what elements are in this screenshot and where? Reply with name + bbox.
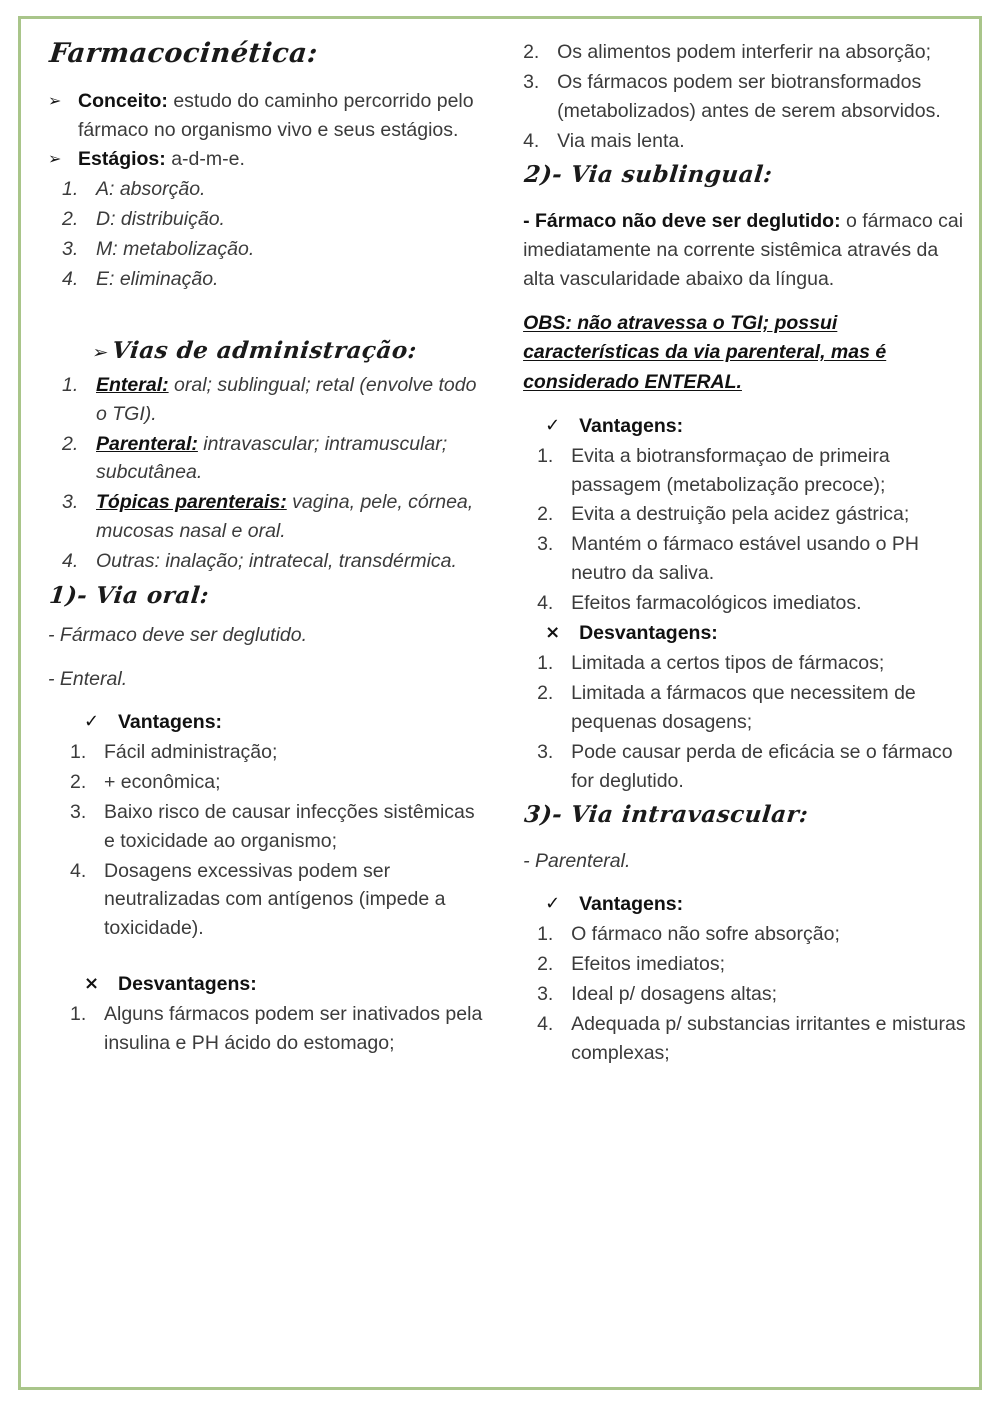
list-number: 2. [62,432,79,455]
list-text: Baixo risco de causar infecções sistêmicas e toxicidade ao organismo; [104,800,475,852]
list-number: 4. [70,859,87,882]
list-number: 2. [537,682,554,705]
right-column [501,38,966,1384]
via-sublingual-note [523,207,966,295]
list-item [62,488,487,546]
list-item [537,649,966,678]
routes-list [62,371,487,576]
list-item [537,679,966,737]
list-item [537,500,966,529]
list-text: Efeitos farmacológicos imediatos. [571,592,862,615]
list-text: Alguns fármacos podem ser inativados pela insulina e PH ácido do estomago; [104,1003,483,1055]
section-heading-label: Vias de administração: [110,337,419,365]
estagios-label: Estágios: [78,148,166,171]
list-item [70,768,487,797]
list-text: Limitada a fármacos que necessitem de pequenas dosagens; [571,682,916,733]
via-sublingual-vantagens-heading [545,412,966,441]
section-heading-via-intravascular: 3)- Via intravascular: [523,801,810,829]
list-text: Adequada p/ substancias irritantes e misturas complexas; [571,1012,966,1064]
list-item-conceito [48,87,487,144]
route-label: Enteral: [96,373,169,396]
stages-list [62,175,487,293]
list-number: 4. [537,592,554,615]
list-text: Evita a destruição pela acidez gástrica; [571,503,910,526]
list-text: O fármaco não sofre absorção; [571,923,840,946]
via-oral-desvantagens-continued [523,38,966,155]
list-number: 4. [62,267,79,290]
check-bullet-icon: ✓ [545,414,561,436]
via-oral-vantagens-list [70,738,487,943]
list-number: 4. [62,550,79,573]
list-text: Pode causar perda de eficácia se o fármaco for deglutido. [571,740,953,792]
list-text: Fácil administração; [104,741,278,764]
via-intravascular-note: - Parenteral. [523,849,631,872]
section-heading-vias-administracao [92,338,490,364]
list-number: 1. [62,373,79,396]
via-sublingual-note-text: o fármaco cai imediatamente na corrente sistêmica através da alta vascularidade abaixo da língua. [523,209,964,291]
via-oral-desvantagens-heading [84,970,487,999]
list-item [537,589,966,618]
list-text: Ideal p/ dosagens altas; [571,983,778,1006]
list-item [70,738,487,767]
list-item [523,127,966,156]
list-item-estagios [48,145,487,174]
via-sublingual-obs: OBS: não atravessa o TGI; possui características da via parenteral, mas é considerado ENTERAL. [523,311,887,393]
page-title: Farmacocinética: [48,38,320,69]
desvantagens-label: Desvantagens: [118,973,257,996]
list-number: 2. [62,207,79,230]
list-number: 1. [62,178,79,201]
cross-bullet-icon: × [84,973,100,995]
list-text: Efeitos imediatos; [571,953,725,976]
list-text: Os fármacos podem ser biotransformados (metabolizados) antes de serem absorvidos. [557,70,941,122]
arrow-bullet-icon: ➢ [48,91,62,111]
list-item [537,442,966,500]
list-number: 2. [537,953,554,976]
route-label: Outras: [96,550,160,573]
list-item [62,547,487,576]
list-number: 3. [537,983,554,1006]
list-item [62,235,487,264]
list-item [523,38,966,67]
list-item [537,530,966,588]
list-text: A: absorção. [96,178,206,201]
list-text: + econômica; [104,770,221,793]
list-number: 3. [537,740,554,763]
vantagens-label: Vantagens: [118,710,223,733]
arrow-bullet-icon: ➢ [48,149,62,169]
via-sublingual-desvantagens-list [537,649,966,795]
check-bullet-icon: ✓ [84,710,100,732]
list-number: 4. [537,1012,554,1035]
estagios-text: a-d-m-e. [165,148,245,171]
list-item [62,430,487,488]
cross-bullet-icon: × [545,621,561,643]
list-number: 2. [523,41,540,63]
list-number: 2. [70,770,87,793]
via-oral-desvantagens-list [70,1000,487,1058]
list-text: Mantém o fármaco estável usando o PH neutro da saliva. [571,533,920,585]
desvantagens-label: Desvantagens: [579,621,718,644]
list-text: Evita a biotransformaçao de primeira passagem (metabolização precoce); [571,444,890,496]
route-label: Tópicas parenterais: [96,491,287,514]
list-text: D: distribuição. [96,207,225,230]
via-sublingual-vantagens-list [537,442,966,618]
list-text: Limitada a certos tipos de fármacos; [571,652,885,675]
list-number: 4. [523,129,540,152]
list-item [62,175,487,204]
list-text: Via mais lenta. [557,129,685,152]
list-item [537,920,966,949]
conceito-label: Conceito: [78,90,168,113]
list-number: 1. [70,1003,87,1026]
via-oral-note-1: - Fármaco deve ser deglutido. [48,624,308,647]
list-item [537,738,966,796]
list-item [62,265,487,294]
list-number: 1. [537,923,554,946]
route-text: oral; sublingual; retal (envolve todo o TGI). [96,373,477,425]
via-intravascular-vantagens-heading [545,890,966,919]
route-text: inalação; intratecal, transdérmica. [159,550,457,573]
list-item [70,1000,487,1058]
list-item [70,857,487,944]
list-number: 3. [70,800,87,823]
section-heading-via-oral: 1)- Via oral: [48,581,211,609]
list-item [62,371,487,429]
route-text: vagina, pele, córnea, mucosas nasal e oral. [96,491,474,543]
list-text: M: metabolização. [96,237,255,260]
route-label: Parenteral: [96,432,198,455]
list-number: 3. [62,491,79,514]
vantagens-label: Vantagens: [579,893,684,916]
list-item [537,980,966,1009]
via-oral-vantagens-heading [84,708,487,737]
via-sublingual-note-label: - Fármaco não deve ser deglutido: [523,209,841,232]
list-number: 1. [537,652,554,675]
conceito-text: estudo do caminho percorrido pelo fármaco no organismo vivo e seus estágios. [78,90,474,141]
list-item [62,205,487,234]
check-bullet-icon: ✓ [545,893,561,915]
list-text: E: eliminação. [96,267,219,290]
list-number: 1. [70,741,87,764]
list-number: 3. [62,237,79,260]
list-number: 3. [523,70,540,93]
list-number: 3. [537,533,554,556]
via-oral-note-2: - Enteral. [48,667,128,690]
list-text: Os alimentos podem interferir na absorção; [557,41,932,63]
vantagens-label: Vantagens: [579,414,684,437]
list-item [523,68,966,126]
list-item [537,1010,966,1068]
list-text: Dosagens excessivas podem ser neutralizadas com antígenos (impede a toxicidade). [104,859,446,940]
arrow-bullet-icon: ➢ [91,343,111,364]
route-text: intravascular; intramuscular; subcutânea. [96,432,448,484]
via-intravascular-vantagens-list [537,920,966,1067]
list-number: 1. [537,444,554,467]
list-number: 2. [537,503,554,526]
via-sublingual-desvantagens-heading [545,619,966,648]
section-heading-via-sublingual: 2)- Via sublingual: [523,161,774,189]
list-item [70,798,487,856]
list-item [537,950,966,979]
left-column [48,38,501,1384]
